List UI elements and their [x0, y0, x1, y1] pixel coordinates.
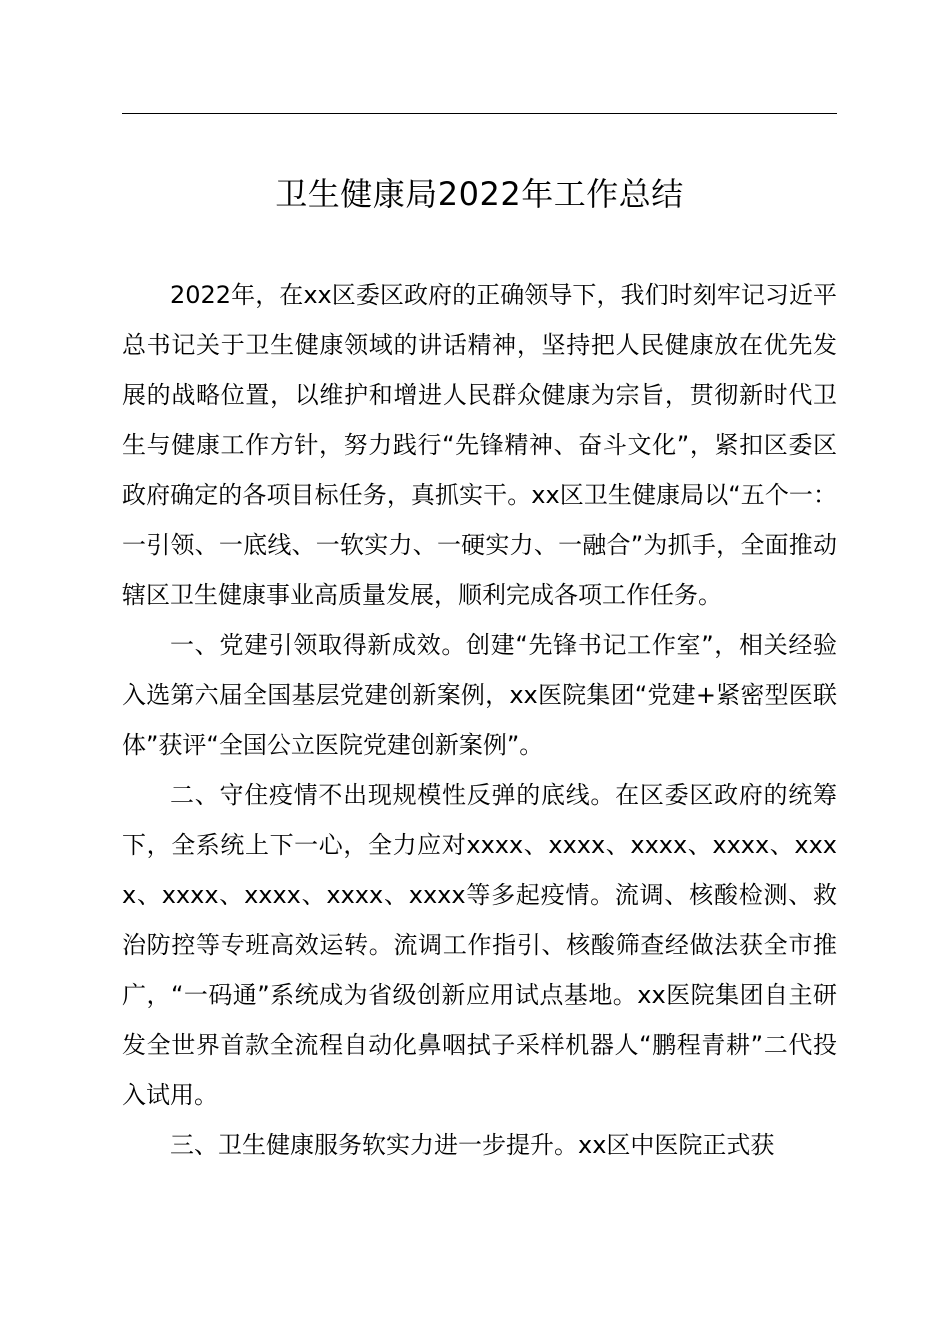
paragraph-section-3: 三、卫生健康服务软实力进一步提升。xx区中医院正式获: [170, 1131, 775, 1159]
header-rule: [122, 113, 837, 114]
document-body: [122, 270, 837, 1170]
document-title: 卫生健康局2022年工作总结: [275, 175, 684, 213]
paragraph-section-2: 二、守住疫情不出现规模性反弹的底线。在区委区政府的统筹下，全系统上下一心，全力应对xxxx、xxxx、xxxx、xxxx、xxxx、xxxx、xxxx、xxxx、xxxx等多起疫情。流调、核酸检测、救治防控等专班高效运转。流调工作指引、核酸筛查经做法获全市推广，“一码通”系统成为省级创新应用试点基地。xx医院集团自主研发全世界首款全流程自动化鼻咽拭子采样机器人“鹏程青耕”二代投入试用。: [122, 781, 837, 1109]
paragraph-section-1: 一、党建引领取得新成效。创建“先锋书记工作室”，相关经验入选第六届全国基层党建创新案例，xx医院集团“党建+紧密型医联体”获评“全国公立医院党建创新案例”。: [122, 631, 837, 759]
paragraph-intro: 2022年，在xx区委区政府的正确领导下，我们时刻牢记习近平总书记关于卫生健康领域的讲话精神，坚持把人民健康放在优先发展的战略位置，以维护和增进人民群众健康为宗旨，贯彻新时代卫生与健康工作方针，努力践行“先锋精神、奋斗文化”，紧扣区委区政府确定的各项目标任务，真抓实干。xx区卫生健康局以“五个一：一引领、一底线、一软实力、一硬实力、一融合”为抓手，全面推动辖区卫生健康事业高质量发展，顺利完成各项工作任务。: [122, 281, 837, 609]
